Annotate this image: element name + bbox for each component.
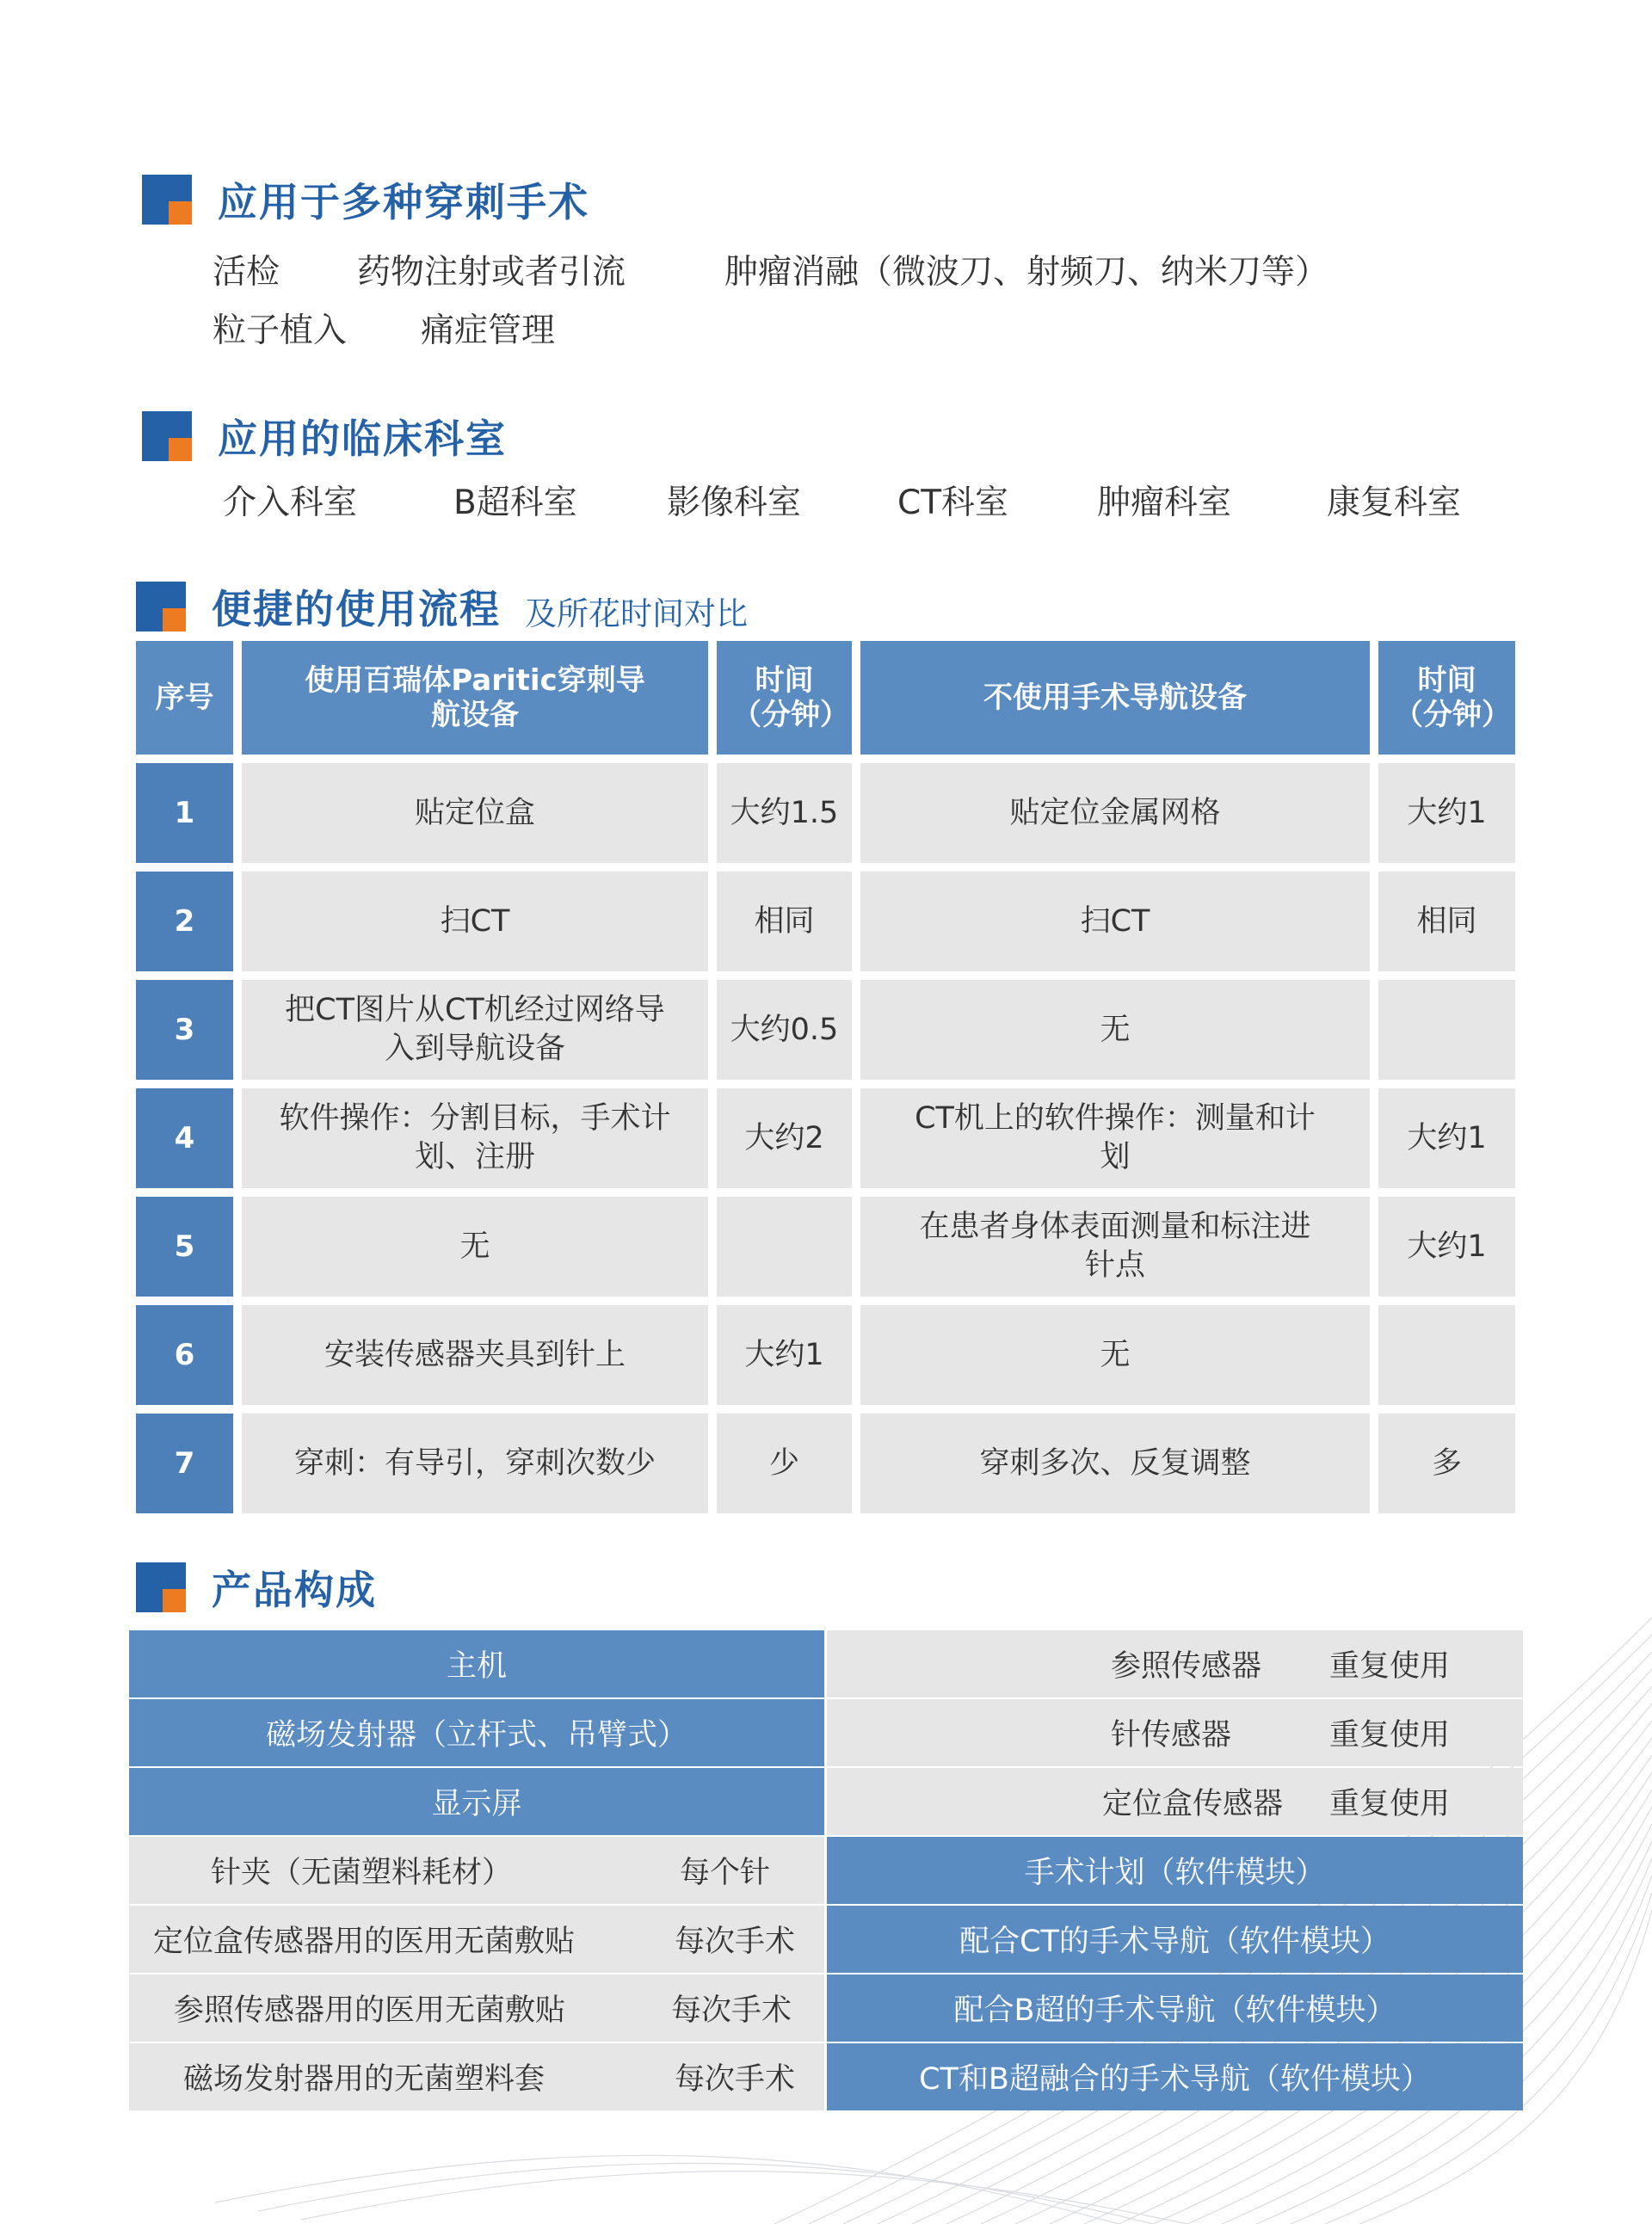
with-device-step-cell: 安装传感器夹具到针上 xyxy=(242,1305,708,1405)
table-row xyxy=(136,1414,1515,1513)
without-device-step-cell: 无 xyxy=(860,980,1370,1080)
with-device-time-cell: 大约0.5 xyxy=(717,980,852,1080)
header-cell-time: 时间（分钟） xyxy=(717,641,852,755)
table-header-row xyxy=(136,641,1515,755)
consumable-name: 磁场发射器用的无菌塑料套 xyxy=(183,2062,546,2097)
section-square-icon xyxy=(142,175,192,225)
row-number-cell: 1 xyxy=(136,763,233,863)
consumable-name: 参照传感器用的医用无菌敷贴 xyxy=(174,1993,566,2028)
product-components-table xyxy=(129,1630,1523,2104)
software-ultrasound-navigation: 配合B超的手术导航（软件模块） xyxy=(827,1974,1523,2042)
with-device-time-cell: 相同 xyxy=(717,872,852,971)
table-row xyxy=(136,1088,1515,1188)
consumable-box-dressing xyxy=(129,1906,824,1973)
with-device-time-cell: 大约1.5 xyxy=(717,763,852,863)
component-name: 针传感器 xyxy=(1111,1718,1232,1753)
section-header-procedures xyxy=(142,169,589,230)
department-list xyxy=(0,476,1652,522)
with-device-step-cell: 软件操作：分割目标，手术计划、注册 xyxy=(242,1088,708,1188)
section-subtitle: 及所花时间对比 xyxy=(525,595,748,632)
row-number-cell: 3 xyxy=(136,980,233,1080)
component-note: 重复使用 xyxy=(1329,1718,1451,1753)
consumable-note: 每次手术 xyxy=(671,1993,792,2028)
component-note: 重复使用 xyxy=(1329,1649,1451,1684)
section-header-departments xyxy=(142,406,507,466)
component-field-generator: 磁场发射器（立杆式、吊臂式） xyxy=(129,1699,824,1766)
component-note: 重复使用 xyxy=(1329,1787,1451,1821)
header-cell-time: 时间（分钟） xyxy=(1378,641,1515,755)
row-number-cell: 4 xyxy=(136,1088,233,1188)
with-device-time-cell xyxy=(717,1197,852,1297)
without-device-time-cell: 多 xyxy=(1378,1414,1515,1513)
procedure-list-row1 xyxy=(0,245,1652,292)
with-device-step-cell: 把CT图片从CT机经过网络导入到导航设备 xyxy=(242,980,708,1080)
department-item: 肿瘤科室 xyxy=(1097,484,1232,522)
department-item: CT科室 xyxy=(897,484,1009,522)
department-item: B超科室 xyxy=(453,484,577,522)
department-item: 影像科室 xyxy=(667,484,802,522)
procedure-item: 痛症管理 xyxy=(421,311,556,350)
table-row xyxy=(136,1197,1515,1297)
with-device-time-cell: 大约2 xyxy=(717,1088,852,1188)
section-square-icon xyxy=(136,1562,186,1612)
consumable-note: 每次手术 xyxy=(675,1925,796,1959)
section-title: 便捷的使用流程 xyxy=(212,586,501,632)
table-row xyxy=(136,763,1515,863)
row-number-cell: 5 xyxy=(136,1197,233,1297)
row-number-cell: 6 xyxy=(136,1305,233,1405)
component-box-sensor xyxy=(827,1768,1523,1835)
procedure-item: 粒子植入 xyxy=(213,311,348,350)
procedure-item: 药物注射或者引流 xyxy=(357,253,626,292)
row-number-cell: 2 xyxy=(136,872,233,971)
consumable-reference-dressing xyxy=(129,1974,824,2042)
without-device-step-cell: 贴定位金属网格 xyxy=(860,763,1370,863)
without-device-step-cell: 在患者身体表面测量和标注进针点 xyxy=(860,1197,1370,1297)
table-row xyxy=(136,1305,1515,1405)
without-device-time-cell: 大约1 xyxy=(1378,1197,1515,1297)
with-device-step-cell: 扫CT xyxy=(242,872,708,971)
without-device-time-cell xyxy=(1378,1305,1515,1405)
without-device-step-cell: 无 xyxy=(860,1305,1370,1405)
section-header-workflow xyxy=(136,576,748,637)
procedure-item: 活检 xyxy=(213,253,280,292)
header-cell-without-device: 不使用手术导航设备 xyxy=(860,641,1370,755)
consumable-name: 针夹（无菌塑料耗材） xyxy=(211,1856,513,1890)
section-square-icon xyxy=(142,411,192,461)
component-main-unit: 主机 xyxy=(129,1630,824,1697)
department-item: 康复科室 xyxy=(1327,484,1462,522)
procedure-list-row2 xyxy=(0,304,1652,350)
without-device-step-cell: CT机上的软件操作：测量和计划 xyxy=(860,1088,1370,1188)
section-title: 应用的临床科室 xyxy=(218,416,507,462)
component-name: 定位盒传感器 xyxy=(1102,1787,1284,1821)
without-device-time-cell: 相同 xyxy=(1378,872,1515,971)
procedure-item: 肿瘤消融（微波刀、射频刀、纳米刀等） xyxy=(724,253,1329,292)
without-device-step-cell: 穿刺多次、反复调整 xyxy=(860,1414,1370,1513)
without-device-time-cell xyxy=(1378,980,1515,1080)
department-item: 介入科室 xyxy=(223,484,358,522)
section-square-icon xyxy=(136,582,186,631)
without-device-time-cell: 大约1 xyxy=(1378,763,1515,863)
software-fusion-navigation: CT和B超融合的手术导航（软件模块） xyxy=(827,2043,1523,2110)
header-cell-with-device: 使用百瑞体Paritic穿刺导航设备 xyxy=(242,641,708,755)
section-header-components xyxy=(136,1557,377,1617)
section-title: 应用于多种穿刺手术 xyxy=(218,179,589,225)
component-display: 显示屏 xyxy=(129,1768,824,1835)
component-name: 参照传感器 xyxy=(1111,1649,1262,1684)
software-surgical-planning: 手术计划（软件模块） xyxy=(827,1837,1523,1904)
section-title: 产品构成 xyxy=(212,1567,377,1613)
consumable-note: 每个针 xyxy=(680,1856,771,1890)
with-device-step-cell: 无 xyxy=(242,1197,708,1297)
header-cell-number: 序号 xyxy=(136,641,233,755)
consumable-needle-clip xyxy=(129,1837,824,1904)
consumable-name: 定位盒传感器用的医用无菌敷贴 xyxy=(153,1925,576,1959)
without-device-step-cell: 扫CT xyxy=(860,872,1370,971)
consumable-generator-cover xyxy=(129,2043,824,2110)
consumable-note: 每次手术 xyxy=(675,2062,796,2097)
row-number-cell: 7 xyxy=(136,1414,233,1513)
table-row xyxy=(136,872,1515,971)
with-device-time-cell: 大约1 xyxy=(717,1305,852,1405)
without-device-time-cell: 大约1 xyxy=(1378,1088,1515,1188)
table-row xyxy=(136,980,1515,1080)
component-needle-sensor xyxy=(827,1699,1523,1766)
component-reference-sensor xyxy=(827,1630,1523,1697)
with-device-time-cell: 少 xyxy=(717,1414,852,1513)
with-device-step-cell: 贴定位盒 xyxy=(242,763,708,863)
software-ct-navigation: 配合CT的手术导航（软件模块） xyxy=(827,1906,1523,1973)
with-device-step-cell: 穿刺：有导引，穿刺次数少 xyxy=(242,1414,708,1513)
